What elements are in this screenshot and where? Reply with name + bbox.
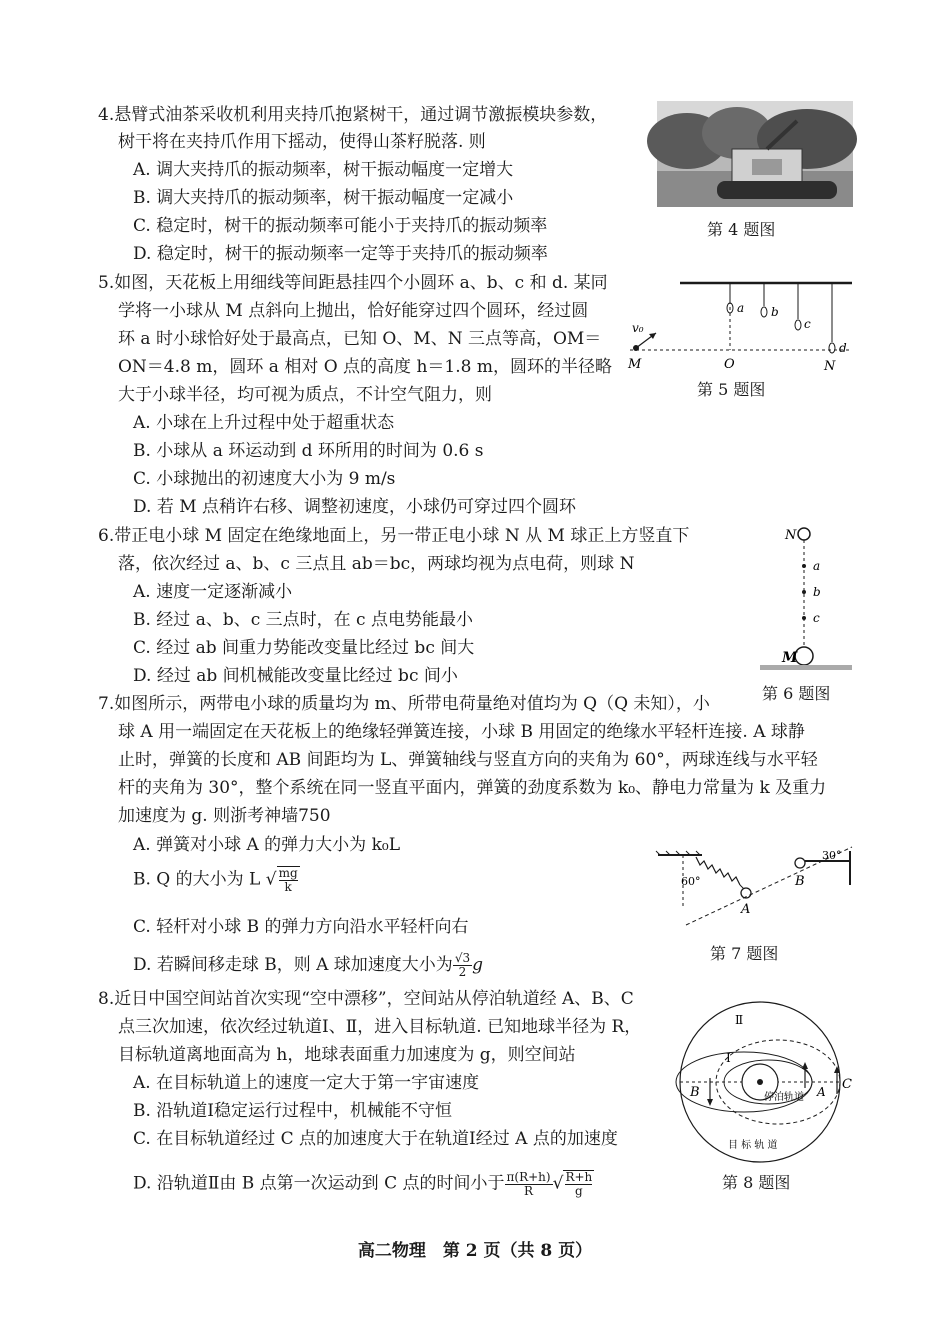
q7-option-d-frac — [453, 952, 472, 979]
q6-option-c: C. 经过 ab 间重力势能改变量比经过 bc 间大 — [133, 638, 475, 658]
ring-b — [761, 307, 767, 317]
point-c — [802, 616, 806, 620]
label-c: C — [842, 1077, 852, 1092]
q7-option-d-prefix: D. 若瞬间移走球 B，则 A 球加速度大小为 — [133, 955, 453, 975]
ball-b — [795, 858, 805, 868]
q6-caption: 第 6 题图 — [762, 684, 831, 703]
q5-stem-line2: 学将一小球从 M 点斜向上抛出，恰好能穿过四个圆环，经过圆 — [118, 301, 589, 321]
q7-option-c: C. 轻杆对小球 B 的弹力方向沿水平轻杆向右 — [133, 917, 469, 937]
q8-stem-line1: 8.近日中国空间站首次实现“空中漂移”，空间站从停泊轨道经 A、B、C — [98, 989, 634, 1009]
label-d: d — [839, 341, 847, 355]
label-m: M — [628, 357, 642, 372]
label-b: B — [795, 874, 805, 889]
q7-caption: 第 7 题图 — [710, 944, 779, 963]
q6-option-d: D. 经过 ab 间机械能改变量比经过 bc 间小 — [133, 666, 458, 686]
label-n: N — [824, 359, 836, 374]
q8-option-d-frac — [505, 1171, 553, 1198]
q8-option-c: C. 在目标轨道经过 C 点的加速度大于在轨道Ⅰ经过 A 点的加速度 — [133, 1129, 618, 1149]
label-b: B — [690, 1085, 700, 1100]
q7-stem-line1: 7.如图所示，两带电小球的质量均为 m、所带电荷量绝对值均为 Q（Q 未知），小 — [98, 694, 710, 714]
q8-stem-line2: 点三次加速，依次经过轨道Ⅰ、Ⅱ，进入目标轨道. 已知地球半径为 R， — [118, 1017, 642, 1037]
q5-stem-line3: 环 a 时小球恰好处于最高点，已知 O、M、N 三点等高，OM＝ — [118, 329, 602, 349]
q6-stem-line1: 6.带正电小球 M 固定在绝缘地面上，另一带正电小球 N 从 M 球正上方竖直下 — [98, 526, 690, 546]
label-a: A — [741, 902, 751, 917]
q5-rings-diagram — [628, 278, 854, 374]
q8-option-d: D. 沿轨道Ⅱ由 B 点第一次运动到 C 点的时间小于 $\frac{\pi(R+h)}{R}$ √ $\frac{R+h}{g}$ — [133, 1169, 593, 1198]
q8-option-d-sqrt — [563, 1170, 594, 1198]
label-v0: v₀ — [632, 321, 644, 335]
label-b: b — [813, 585, 821, 599]
label-a: A — [817, 1085, 826, 1099]
label-a: a — [737, 301, 745, 315]
q5-option-d: D. 若 M 点稍许右移、调整初速度，小球仍可穿过四个圆环 — [133, 497, 577, 517]
label-a: a — [813, 559, 821, 573]
q7-stem-line3: 止时，弹簧的长度和 AB 间距均为 L、弹簧轴线与竖直方向的夹角为 60°，两球连线与水平轻 — [118, 750, 818, 770]
q7-stem-line2: 球 A 用一端固定在天花板上的绝缘轻弹簧连接，小球 B 用固定的绝缘水平轻杆连接. A 球静 — [118, 722, 805, 742]
point-a — [802, 564, 806, 568]
label-m: M — [782, 650, 798, 666]
q4-option-d: D. 稳定时，树干的振动频率一定等于夹持爪的振动频率 — [133, 244, 548, 264]
q4-harvester-photo — [657, 101, 853, 207]
q8-option-d-sqrt-num: R+h — [565, 1170, 593, 1184]
label-n: N — [785, 528, 797, 543]
q6-fall-diagram — [760, 522, 852, 672]
q4-option-a: A. 调大夹持爪的振动频率，树干振动幅度一定增大 — [133, 160, 514, 180]
q8-stem-line3: 目标轨道离地面高为 h，地球表面重力加速度为 g，则空间站 — [118, 1045, 576, 1065]
label-c: c — [804, 317, 811, 331]
q4-option-b: B. 调大夹持爪的振动频率，树干振动幅度一定减小 — [133, 188, 514, 208]
q6-option-a: A. 速度一定逐渐减小 — [133, 582, 293, 602]
q8-option-d-prefix: D. 沿轨道Ⅱ由 B 点第一次运动到 C 点的时间小于 — [133, 1173, 505, 1194]
q7-option-b: B. Q 的大小为 L √ $\frac{mg}{k}$ — [133, 866, 298, 894]
q8-option-a: A. 在目标轨道上的速度一定大于第一宇宙速度 — [133, 1073, 480, 1093]
label-60: 60° — [681, 875, 701, 888]
label-c: c — [813, 611, 820, 625]
ground — [760, 665, 852, 670]
q5-stem-line4: ON＝4.8 m，圆环 a 相对 O 点的高度 h＝1.8 m，圆环的半径略 — [118, 357, 612, 377]
q4-caption: 第 4 题图 — [707, 220, 776, 239]
page-footer: 高二物理 第 2 页（共 8 页） — [357, 1241, 593, 1261]
q7-option-d-suffix: g — [472, 955, 483, 975]
label-b: b — [771, 305, 779, 319]
q5-option-c: C. 小球抛出的初速度大小为 9 m/s — [133, 469, 396, 489]
spring — [696, 857, 740, 885]
label-o: O — [724, 357, 735, 372]
ball-n — [798, 528, 810, 540]
q7-stem-line5: 加速度为 g. 则浙考神墙750 — [118, 806, 331, 826]
q6-stem-line2: 落，依次经过 a、b、c 三点且 ab＝bc，两球均视为点电荷，则球 N — [118, 554, 635, 574]
q4-stem-line2: 树干将在夹持爪作用下摇动，使得山茶籽脱落. 则 — [118, 132, 486, 152]
q7-option-d-num: √3 — [454, 951, 471, 965]
q8-option-d-frac-den: R — [524, 1183, 534, 1198]
q7-option-b-den: k — [284, 880, 292, 894]
q7-stem-line4: 杆的夹角为 30°，整个系统在同一竖直平面内，弹簧的劲度系数为 k₀、静电力常量为 k 及重力 — [118, 778, 827, 798]
q7-option-b-prefix: B. Q 的大小为 L — [133, 869, 261, 890]
q7-option-d — [133, 952, 483, 979]
ring-c — [795, 320, 801, 330]
label-target: 目 标 轨 道 — [728, 1140, 778, 1151]
q5-option-b: B. 小球从 a 环运动到 d 环所用的时间为 0.6 s — [133, 441, 484, 461]
q7-option-b-sqrt — [277, 866, 300, 894]
q7-option-a: A. 弹簧对小球 A 的弹力大小为 k₀L — [133, 835, 400, 855]
label-i: Ⅰ — [726, 1051, 731, 1065]
q8-orbit-diagram — [678, 998, 854, 1166]
q5-option-a: A. 小球在上升过程中处于超重状态 — [133, 413, 395, 433]
label-30: 30° — [822, 849, 842, 862]
ball-m — [795, 647, 813, 665]
q6-option-b: B. 经过 a、b、c 三点时，在 c 点电势能最小 — [133, 610, 473, 630]
q8-option-d-sqrt-den: g — [575, 1184, 583, 1198]
q8-caption: 第 8 题图 — [722, 1173, 791, 1192]
q8-option-d-frac-num: π(R+h) — [506, 1169, 551, 1184]
label-ii: Ⅱ — [735, 1013, 744, 1027]
q7-spring-diagram — [656, 849, 856, 925]
q5-stem-line5: 大于小球半径，均可视为质点，不计空气阻力，则 — [118, 385, 492, 405]
q4-stem-line1: 4.悬臂式油茶采收机利用夹持爪抱紧树干，通过调节激振模块参数， — [98, 105, 608, 125]
label-parking: 停泊轨道 — [764, 1092, 804, 1103]
point-b — [802, 590, 806, 594]
ring-d — [829, 343, 835, 353]
q5-stem-line1: 5.如图，天花板上用细线等间距悬挂四个小圆环 a、b、c 和 d. 某同 — [98, 273, 608, 293]
q7-option-b-num: mg — [278, 866, 298, 880]
q7-option-d-den: 2 — [458, 965, 467, 979]
q8-option-b: B. 沿轨道Ⅰ稳定运行过程中，机械能不守恒 — [133, 1101, 453, 1121]
q4-option-c: C. 稳定时，树干的振动频率可能小于夹持爪的振动频率 — [133, 216, 548, 236]
q5-caption: 第 5 题图 — [697, 380, 766, 399]
